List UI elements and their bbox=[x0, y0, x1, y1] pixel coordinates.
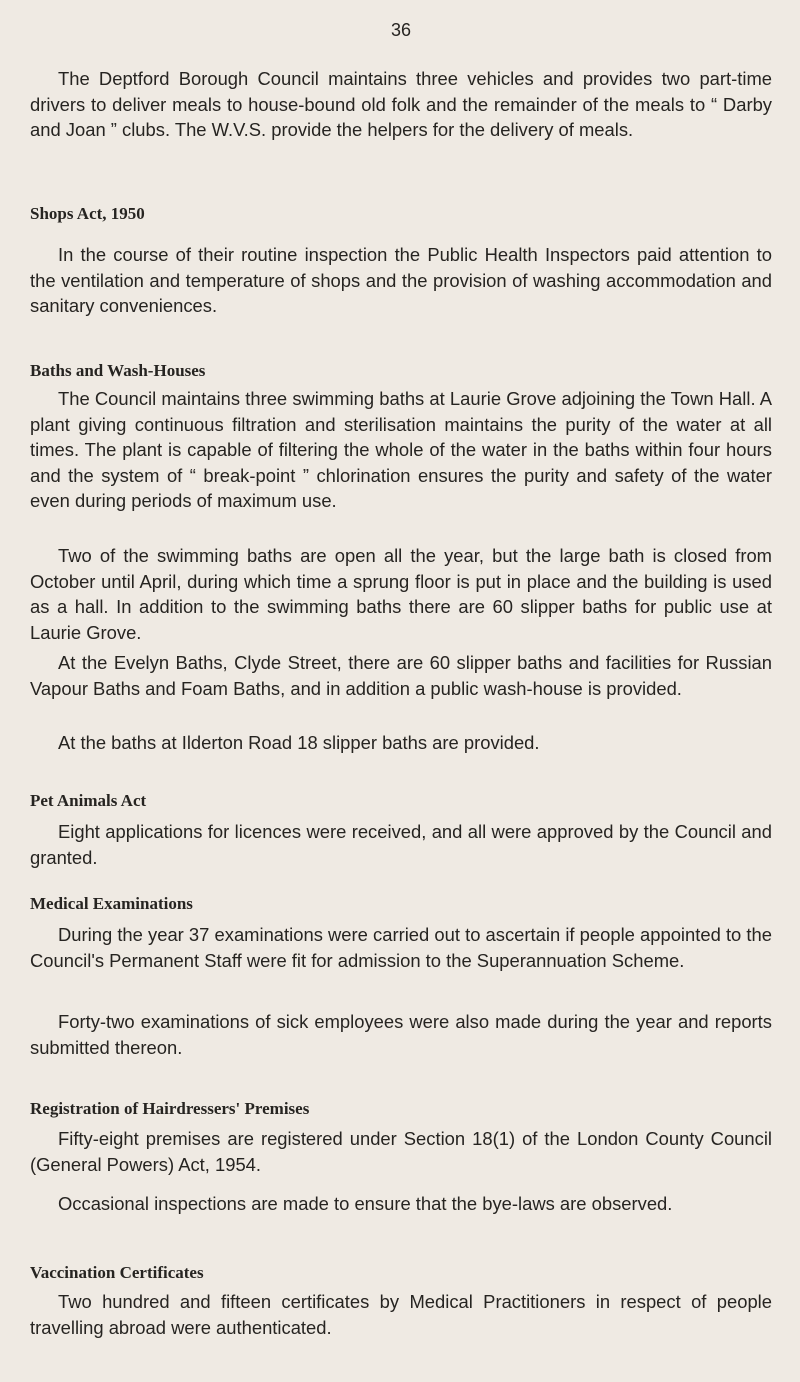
section-heading-baths: Baths and Wash-Houses bbox=[30, 361, 206, 380]
baths-paragraph-2: Two of the swimming baths are open all the year, but the large bath is closed from October until April, during which time a sprung floor is put in place and the building is used as a hall. In addition to the swimming baths there are 60 slipper baths for public use at Laurie Grove. bbox=[30, 545, 772, 643]
shops-act-body bbox=[30, 242, 772, 319]
intro-block bbox=[30, 66, 772, 143]
baths-paragraph-3: At the Evelyn Baths, Clyde Street, there are 60 slipper baths and facilities for Russian Vapour Baths and Foam Baths, and in addition a public wash-house is provided. bbox=[30, 652, 772, 699]
shops-act-paragraph: In the course of their routine inspection the Public Health Inspectors paid attention to the ventilation and temperature of shops and the provision of washing accommodation and sanitary conveniences. bbox=[30, 244, 772, 316]
baths-paragraph-1: The Council maintains three swimming baths at Laurie Grove adjoining the Town Hall. A plant giving continuous filtration and sterilisation maintains the purity of the water at all times. The plant is capable of filtering the whole of the water in the baths within four hours and the system of “ break-point ” chlorination ensures the purity and safety of the water even during periods of maximum use. bbox=[30, 388, 772, 511]
medical-body-2 bbox=[30, 1009, 772, 1060]
vaccination-paragraph: Two hundred and fifteen certificates by Medical Practitioners in respect of people travelling abroad were authenticated. bbox=[30, 1291, 772, 1338]
section-heading-shops-act: Shops Act, 1950 bbox=[30, 204, 145, 223]
vaccination-body bbox=[30, 1289, 772, 1340]
medical-paragraph-2: Forty-two examinations of sick employees were also made during the year and reports submitted thereon. bbox=[30, 1011, 772, 1058]
page-number: 36 bbox=[390, 20, 412, 40]
hairdressers-paragraph-1: Fifty-eight premises are registered under Section 18(1) of the London County Council (General Powers) Act, 1954. bbox=[30, 1128, 772, 1175]
section-heading-medical: Medical Examinations bbox=[30, 894, 193, 913]
shops-act-section bbox=[30, 203, 772, 225]
hairdressers-section bbox=[30, 1098, 772, 1120]
pet-animals-body bbox=[30, 819, 772, 870]
intro-paragraph: The Deptford Borough Council maintains three vehicles and provides two part-time drivers to deliver meals to house-bound old folk and the remainder of the meals to “ Darby and Joan ” clubs. The W.V.S. provide the helpers for the delivery of meals. bbox=[30, 68, 772, 140]
medical-body-1 bbox=[30, 922, 772, 973]
baths-paragraph-4: At the baths at Ilderton Road 18 slipper baths are provided. bbox=[58, 732, 540, 753]
medical-section bbox=[30, 893, 772, 915]
baths-body-2 bbox=[30, 543, 772, 645]
medical-paragraph-1: During the year 37 examinations were carried out to ascertain if people appointed to the Council's Permanent Staff were fit for admission to the Superannuation Scheme. bbox=[30, 924, 772, 971]
baths-section bbox=[30, 360, 772, 382]
vaccination-section bbox=[30, 1262, 772, 1284]
pet-animals-section bbox=[30, 790, 772, 812]
section-heading-vaccination: Vaccination Certificates bbox=[30, 1263, 204, 1282]
section-heading-pet-animals: Pet Animals Act bbox=[30, 791, 147, 810]
baths-body-4 bbox=[30, 730, 772, 756]
section-heading-hairdressers: Registration of Hairdressers' Premises bbox=[30, 1099, 310, 1118]
hairdressers-paragraph-2: Occasional inspections are made to ensure that the bye-laws are observed. bbox=[58, 1193, 673, 1214]
pet-animals-paragraph: Eight applications for licences were received, and all were approved by the Council and granted. bbox=[30, 821, 772, 868]
hairdressers-body-1 bbox=[30, 1126, 772, 1177]
hairdressers-body-2 bbox=[30, 1191, 772, 1217]
baths-body-1 bbox=[30, 386, 772, 514]
baths-body-3 bbox=[30, 650, 772, 701]
